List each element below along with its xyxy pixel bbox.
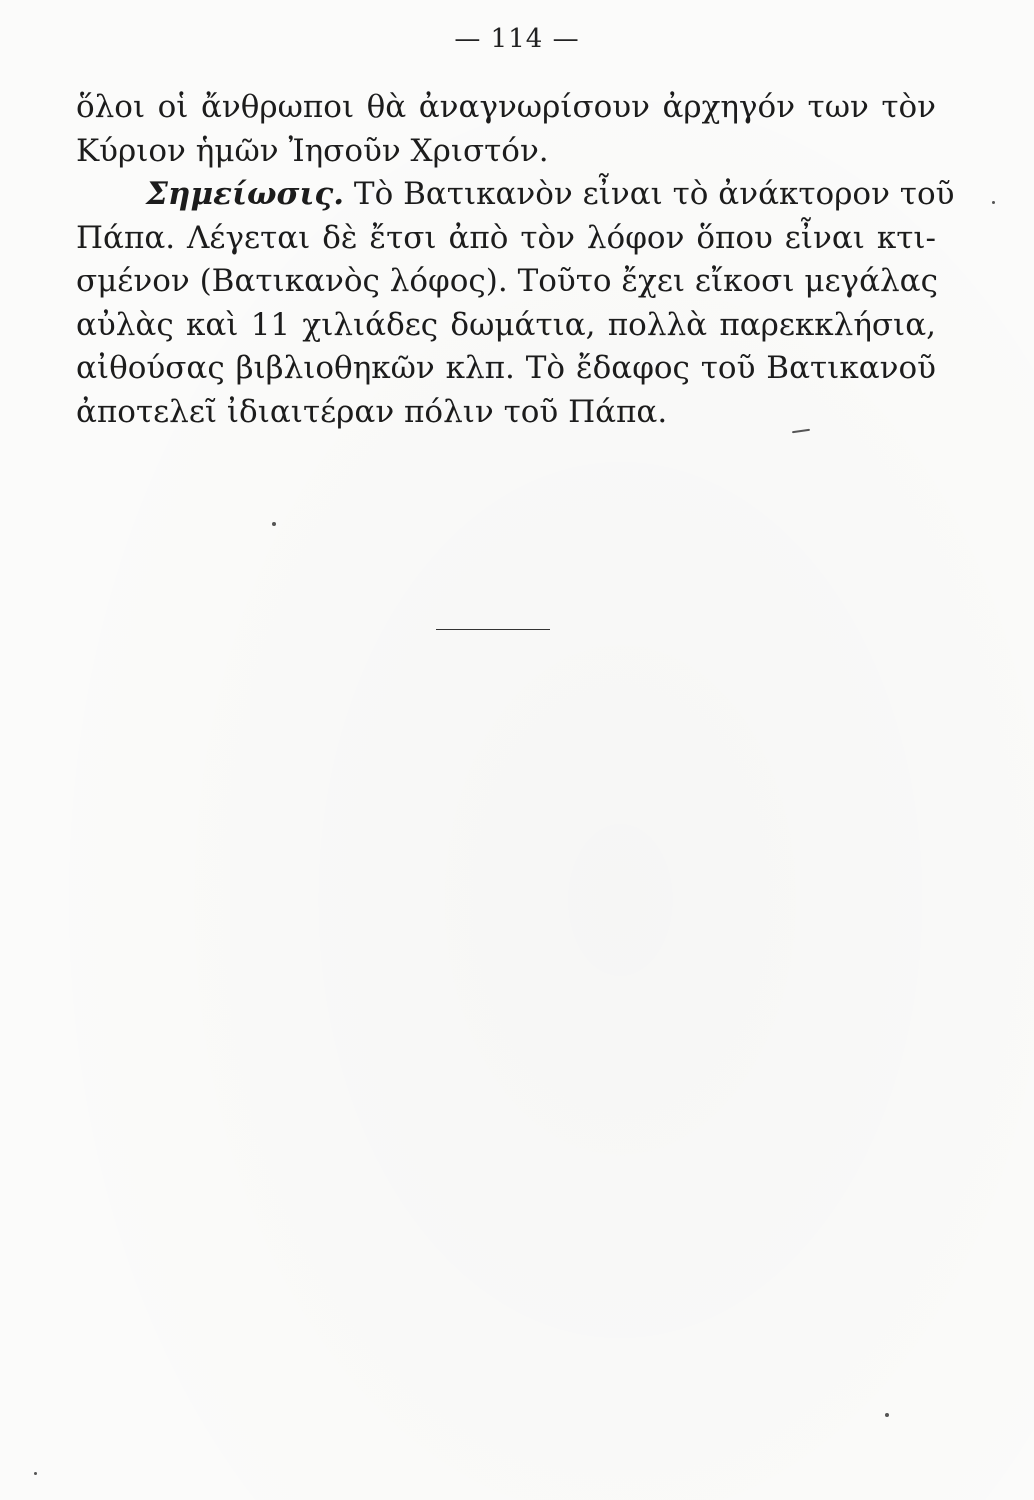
scan-speck bbox=[885, 1413, 889, 1417]
note-first-line bbox=[76, 173, 955, 217]
text-line: σμένον (Βατικανὸς λόφος). Τοῦτο ἔχει εἴκοσι μεγάλας bbox=[76, 263, 938, 299]
text-line: ἀποτελεῖ ἰδιαιτέραν πόλιν τοῦ Πάπα. bbox=[76, 393, 668, 430]
text-line: αἰθούσας βιβλιοθηκῶν κλπ. Τὸ ἔδαφος τοῦ Βατικανοῦ bbox=[76, 350, 936, 386]
body-text bbox=[76, 86, 955, 434]
text-line: Πάπα. Λέγεται δὲ ἔτσι ἀπὸ τὸν λόφον ὅπου εἶναι κτι- bbox=[76, 219, 936, 256]
scan-speck bbox=[272, 522, 276, 526]
page-number: — 114 — bbox=[454, 24, 580, 54]
note-label: Σημείωσις. bbox=[146, 176, 345, 212]
text-line: αὐλὰς καὶ 11 χιλιάδες δωμάτια, πολλὰ παρεκκλήσια, bbox=[76, 306, 936, 343]
section-divider bbox=[436, 629, 550, 630]
scan-speck bbox=[34, 1472, 37, 1475]
scan-speck bbox=[992, 201, 995, 204]
text-line: Κύριον ἡμῶν Ἰησοῦν Χριστόν. bbox=[76, 132, 549, 169]
text-line: ὅλοι οἱ ἄνθρωποι θὰ ἀναγνωρίσουν ἀρχηγόν των τὸν bbox=[76, 89, 936, 125]
note-first-line-text: Τὸ Βατικανὸν εἶναι τὸ ἀνάκτορον τοῦ bbox=[344, 176, 955, 212]
